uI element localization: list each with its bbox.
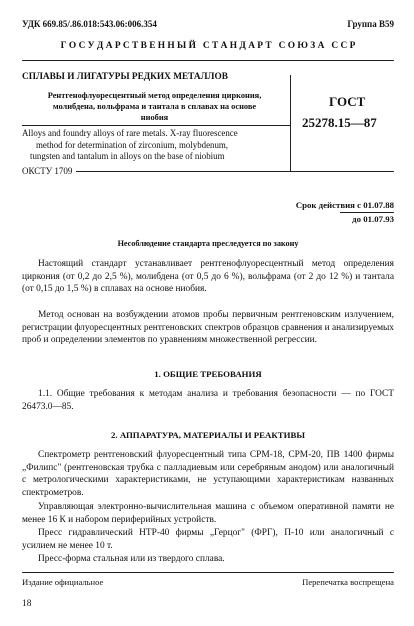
intro-paragraph: Настоящий стандарт устанавливает рентгенофлуоресцентный метод определения циркония (от 0,2 до 2,5 %), молибдена (от 0,5 до 6 %), вольфрама (от 2 до 12 %) и тантала (от 0,15 до 1,5 %) в сплавах на основе ниобия. — [22, 259, 394, 295]
standard-title: Г О С У Д А Р С Т В Е Н Н Ы Й С Т А Н Д А Р Т С О Ю З А С С Р — [60, 41, 356, 51]
okstu-code: ОКСТУ 1709 — [22, 166, 76, 176]
section-title: СПЛАВЫ И ЛИГАТУРЫ РЕДКИХ МЕТАЛЛОВ — [22, 72, 228, 82]
section-paragraph: Пресс-форма стальная или из твердого сплава. — [38, 554, 225, 564]
section-heading: 1. ОБЩИЕ ТРЕБОВАНИЯ — [154, 369, 262, 379]
section-paragraph: Управляющая электронно-вычислительная машина с объемом оперативной памяти не менее 16 К и набором периферийных устройств. — [22, 502, 394, 525]
footer-edition: Издание официальное — [22, 577, 104, 587]
russian-title-line: Рентгенофлуоресцентный метод определения циркония, — [47, 91, 262, 100]
section-paragraph: Пресс гидравлический НТР-40 фирмы „Герцог" (ФРГ), П-10 или аналогичный с усилием не менее 10 т. — [22, 528, 394, 551]
english-title-line: Alloys and foundry alloys of rare metals. X-ray fluorescence — [22, 128, 238, 138]
validity-underline — [340, 212, 394, 213]
udc-code: УДК 669.85/.86.018:543.06:006.354 — [22, 19, 157, 29]
footer-divider — [22, 572, 394, 573]
section-heading: 2. АППАРАТУРА, МАТЕРИАЛЫ И РЕАКТИВЫ — [111, 430, 305, 440]
group-code: Группа В59 — [347, 19, 394, 29]
russian-title-line: ниобия — [140, 113, 169, 122]
gost-label: ГОСТ — [329, 94, 366, 109]
footer-reprint-notice: Перепечатка воспрещена — [302, 577, 394, 587]
title-block-bottom-rule — [22, 171, 394, 172]
russian-title — [22, 90, 287, 123]
section-paragraph: 1.1. Общие требования к методам анализа и требования безопасности — по ГОСТ 26473.0—85. — [22, 389, 394, 412]
english-title-line: method for determination of zirconium, molybdenum, — [36, 139, 228, 150]
page-number: 18 — [22, 599, 32, 609]
english-title — [22, 128, 290, 163]
law-notice: Несоблюдение стандарта преследуется по закону — [117, 239, 299, 248]
section-paragraph: Спектрометр рентгеновский флуоресцентный типа СРМ-18, СРМ-20, ПВ 1400 фирмы „Филипс" (рентгеновская трубка с палладиевым или серебряным анодом) или аналогичный с метрологическими характеристиками, не уступающими характеристикам названных спектрометров. — [22, 450, 394, 498]
intro-paragraph: Метод основан на возбуждении атомов пробы первичным рентгеновским излучением, регистрации флуоресцентных рентгеновских спектров образцов сравнения и анализируемых проб и определении элементов по уравнениям множественной регрессии. — [22, 310, 394, 346]
gost-box-divider — [290, 75, 291, 171]
validity-from: Срок действия с 01.07.88 — [295, 200, 394, 210]
english-title-line: tungsten and tantalum in alloys on the base of niobium — [30, 151, 225, 161]
validity-to: до 01.07.93 — [352, 214, 394, 224]
russian-title-line: молибдена, вольфрама и тантала в сплавах на основе — [52, 102, 257, 111]
gost-number: 25278.15—87 — [302, 115, 377, 130]
header-divider — [22, 60, 394, 61]
title-divider — [22, 125, 290, 126]
